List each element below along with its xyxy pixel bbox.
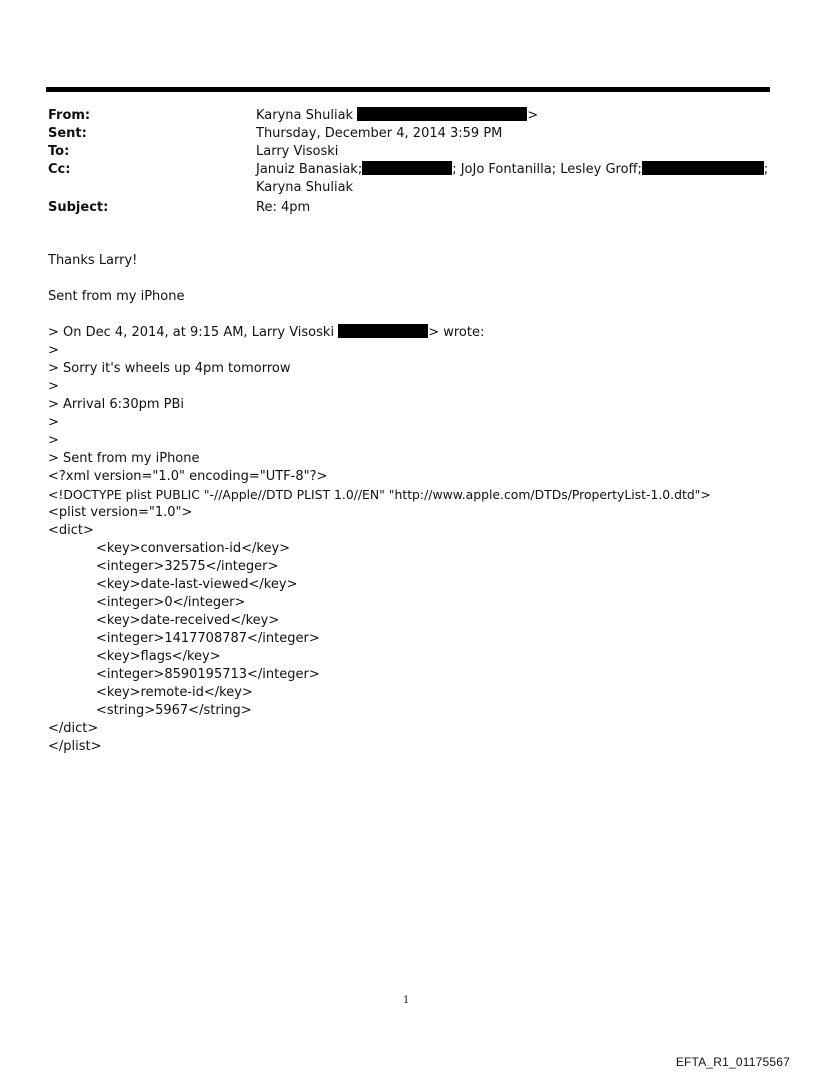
sent-label: Sent: <box>48 126 87 141</box>
xml-line: <key>conversation-id</key> <box>96 541 291 556</box>
from-label: From: <box>48 108 91 123</box>
quote-line: > Sent from my iPhone <box>48 451 200 466</box>
quote-line: > <box>48 415 59 430</box>
body-line: Thanks Larry! <box>48 253 138 268</box>
quote-intro-text: > On Dec 4, 2014, at 9:15 AM, Larry Visoski <box>48 325 335 340</box>
cc-name-1: Januiz Banasiak; <box>256 162 363 177</box>
xml-line: <integer>1417708787</integer> <box>96 631 320 646</box>
subject-value: Re: 4pm <box>256 200 311 215</box>
page-number: 1 <box>403 995 410 1006</box>
redaction-box <box>357 107 527 121</box>
quote-line: > Arrival 6:30pm PBi <box>48 397 185 412</box>
xml-line: <integer>0</integer> <box>96 595 246 610</box>
xml-line: <dict> <box>48 523 94 538</box>
body-line: Sent from my iPhone <box>48 289 185 304</box>
cc-suffix: ; <box>763 162 769 177</box>
from-name: Karyna Shuliak <box>256 108 354 123</box>
xml-line: <key>remote-id</key> <box>96 685 253 700</box>
cc-names-2: ; JoJo Fontanilla; Lesley Groff; <box>452 162 642 177</box>
document-id: EFTA_R1_01175567 <box>675 1055 790 1069</box>
quote-line: > <box>48 343 59 358</box>
xml-line: <string>5967</string> <box>96 703 252 718</box>
redaction-box <box>338 324 428 338</box>
xml-line: <key>date-received</key> <box>96 613 280 628</box>
quote-line: > <box>48 379 59 394</box>
xml-line: <plist version="1.0"> <box>48 505 193 520</box>
header-rule <box>46 87 770 92</box>
cc-value <box>256 161 768 179</box>
xml-line: <key>flags</key> <box>96 649 221 664</box>
from-value <box>256 107 538 125</box>
xml-line: <!DOCTYPE plist PUBLIC "-//Apple//DTD PLIST 1.0//EN" "http://www.apple.com/DTDs/PropertyList-1.0.dtd"> <box>48 487 711 502</box>
sent-value: Thursday, December 4, 2014 3:59 PM <box>256 126 503 141</box>
subject-label: Subject: <box>48 200 109 215</box>
to-value: Larry Visoski <box>256 144 339 159</box>
quote-intro-suffix: > wrote: <box>428 325 485 340</box>
redaction-box <box>362 161 452 175</box>
quote-line: > Sorry it's wheels up 4pm tomorrow <box>48 361 291 376</box>
to-label: To: <box>48 144 70 159</box>
xml-line: <?xml version="1.0" encoding="UTF-8"?> <box>48 469 328 484</box>
cc-value-line2: Karyna Shuliak <box>256 180 354 195</box>
xml-line: </dict> <box>48 721 99 736</box>
redaction-box <box>642 161 764 175</box>
xml-line: <integer>8590195713</integer> <box>96 667 320 682</box>
xml-line: <key>date-last-viewed</key> <box>96 577 298 592</box>
cc-label: Cc: <box>48 162 71 177</box>
xml-line: <integer>32575</integer> <box>96 559 279 574</box>
quote-line: > <box>48 433 59 448</box>
xml-line: </plist> <box>48 739 102 754</box>
from-suffix: > <box>527 108 539 123</box>
quote-intro <box>48 324 484 342</box>
